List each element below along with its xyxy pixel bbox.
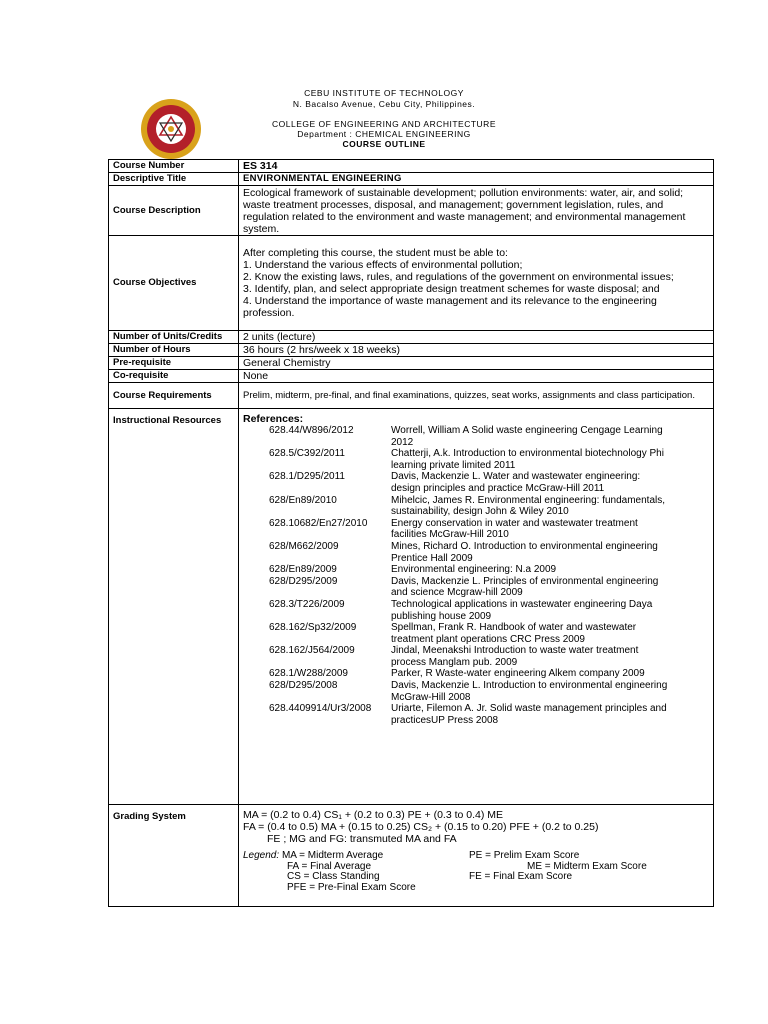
course-requirements-label: Course Requirements [109,383,239,409]
objective-item: 3. Identify, plan, and select appropriate design treatment schemes for waste disposal; and [243,283,660,295]
grading-formula-note: FE ; MG and FG: transmuted MA and FA [267,833,457,845]
reference-item [243,495,709,518]
objective-item: 1. Understand the various effects of environmental pollution; [243,259,523,271]
reference-call-number: 628/M662/2009 [269,540,339,552]
reference-call-number: 628.3/T226/2009 [269,598,345,610]
legend-empty [469,883,709,894]
institution-name: CEBU INSTITUTE OF TECHNOLOGY [304,88,464,98]
instructional-resources-label: Instructional Resources [109,409,239,805]
corequisite-label: Co-requisite [109,370,239,383]
reference-citation: Technological applications in wastewater engineering Daya publishing house 2009 [391,598,653,622]
grading-formula-fa: FA = (0.4 to 0.5) MA + (0.15 to 0.25) CS₂ + (0.15 to 0.20) PFE + (0.2 to 0.25) [243,821,599,833]
row-corequisite [109,370,714,383]
row-units [109,331,714,344]
reference-call-number: 628.4409914/Ur3/2008 [269,703,372,715]
reference-item [243,622,709,645]
reference-citation: Worrell, William A Solid waste engineering Cengage Learning 2012 [391,425,663,448]
hours-value: 36 hours (2 hrs/week x 18 weeks) [239,344,714,357]
institution-address: N. Bacalso Avenue, Cebu City, Philippines. [292,99,476,109]
course-description-label: Course Description [109,186,239,236]
reference-item [243,448,709,471]
grading-system-value [239,805,714,907]
row-hours [109,344,714,357]
reference-citation: Chatterji, A.k. Introduction to environmental biotechnology Phi learning private limited 2011 [391,448,664,471]
corequisite-value: None [239,370,714,383]
reference-call-number: 628.5/C392/2011 [269,448,345,460]
reference-item [243,668,709,680]
objectives-intro: After completing this course, the student must be able to: [243,247,508,259]
objective-item: 2. Know the existing laws, rules, and regulations of the government on environmental issues; [243,271,674,283]
descriptive-title-label: Descriptive Title [109,173,239,186]
reference-citation: Davis, Mackenzie L. Water and wastewater engineering: design principles and practice McGraw-Hill 2011 [391,471,641,494]
course-objectives-label: Course Objectives [109,236,239,331]
row-course-objectives [109,236,714,331]
reference-call-number: 628.1/D295/2011 [269,471,345,483]
legend-pfe: PFE = Pre-Final Exam Score [287,881,416,893]
reference-item [243,564,709,576]
legend-me: ME = Midterm Exam Score [527,860,647,872]
reference-call-number: 628/D295/2009 [269,575,338,587]
document-title: COURSE OUTLINE [342,139,426,149]
reference-citation: Davis, Mackenzie L. Introduction to environmental engineering McGraw-Hill 2008 [391,680,668,703]
reference-call-number: 628.1/W288/2009 [269,668,348,680]
reference-citation: Uriarte, Filemon A. Jr. Solid waste management principles and practicesUP Press 2008 [391,703,667,726]
units-value: 2 units (lecture) [239,331,714,344]
legend-word: Legend: [243,850,280,861]
department-name: Department : CHEMICAL ENGINEERING [297,129,471,139]
row-course-number [109,160,714,173]
reference-call-number: 628/D295/2008 [269,680,338,692]
row-prerequisite [109,357,714,370]
course-number-value: ES 314 [239,160,714,173]
reference-call-number: 628.162/Sp32/2009 [269,622,357,634]
row-grading-system [109,805,714,907]
row-course-requirements [109,383,714,409]
reference-citation: Mihelcic, James R. Environmental engineering: fundamentals, sustainability, design John & Wiley 2010 [391,494,666,518]
reference-call-number: 628.10682/En27/2010 [269,517,368,529]
reference-item [243,518,709,541]
grading-system-label: Grading System [109,805,239,907]
reference-citation: Environmental engineering: N.a 2009 [391,564,557,576]
reference-item [243,541,709,564]
row-descriptive-title [109,173,714,186]
references-title: References: [243,413,304,425]
reference-item [243,576,709,599]
college-name: COLLEGE OF ENGINEERING AND ARCHITECTURE [271,119,496,129]
reference-citation: Parker, R Waste-water engineering Alkem company 2009 [391,668,645,680]
course-description-value: Ecological framework of sustainable development; pollution environments: water, air, and solid; waste treatment processes, disposal, and management; government legislation, rules, and regulation related to the environment and waste management; and environmental management system. [239,186,714,236]
legend-ma-text: MA = Midterm Average [281,850,384,861]
reference-citation: Spellman, Frank R. Handbook of water and wastewater treatment plant operations CRC Press 2009 [391,622,637,645]
row-instructional-resources [109,409,714,805]
instructional-resources-value [239,409,714,805]
course-number-label: Course Number [109,160,239,173]
reference-item [243,471,709,494]
institution-seal-logo [140,98,202,160]
grading-formula-ma: MA = (0.2 to 0.4) CS₁ + (0.2 to 0.3) PE + (0.3 to 0.4) ME [243,809,504,821]
units-label: Number of Units/Credits [109,331,239,344]
reference-call-number: 628/En89/2010 [269,494,337,506]
legend-fe: FE = Final Exam Score [469,871,573,883]
reference-item [243,680,709,703]
legend-cs: CS = Class Standing [287,871,380,883]
row-course-description [109,186,714,236]
reference-item [243,599,709,622]
reference-item [243,703,709,726]
references-list [243,425,709,726]
reference-citation: Davis, Mackenzie L. Principles of environmental engineering and science Mcgraw-hill 2009 [391,575,659,599]
course-requirements-value: Prelim, midterm, pre-final, and final examinations, quizzes, seat works, assignments and class participation. [239,383,714,409]
legend-fa: FA = Final Average [287,860,372,872]
reference-call-number: 628.162/J564/2009 [269,645,355,657]
reference-citation: Mines, Richard O. Introduction to environmental engineering Prentice Hall 2009 [391,540,658,564]
reference-citation: Energy conservation in water and wastewater treatment facilities McGraw-Hill 2010 [391,517,638,541]
reference-item [243,645,709,668]
legend-pe: PE = Prelim Exam Score [469,850,580,861]
reference-citation: Jindal, Meenakshi Introduction to waste water treatment process Manglam pub. 2009 [391,645,639,668]
reference-item [243,425,709,448]
descriptive-title-value: ENVIRONMENTAL ENGINEERING [239,173,714,186]
course-outline-table [108,159,714,907]
hours-label: Number of Hours [109,344,239,357]
objective-item: 4. Understand the importance of waste management and its relevance to the engineering profession. [243,295,657,319]
prerequisite-label: Pre-requisite [109,357,239,370]
legend-ma [243,851,469,862]
grading-legend [243,851,709,893]
course-objectives-value [239,236,714,331]
prerequisite-value: General Chemistry [239,357,714,370]
reference-call-number: 628.44/W896/2012 [269,425,354,436]
reference-call-number: 628/En89/2009 [269,564,337,576]
